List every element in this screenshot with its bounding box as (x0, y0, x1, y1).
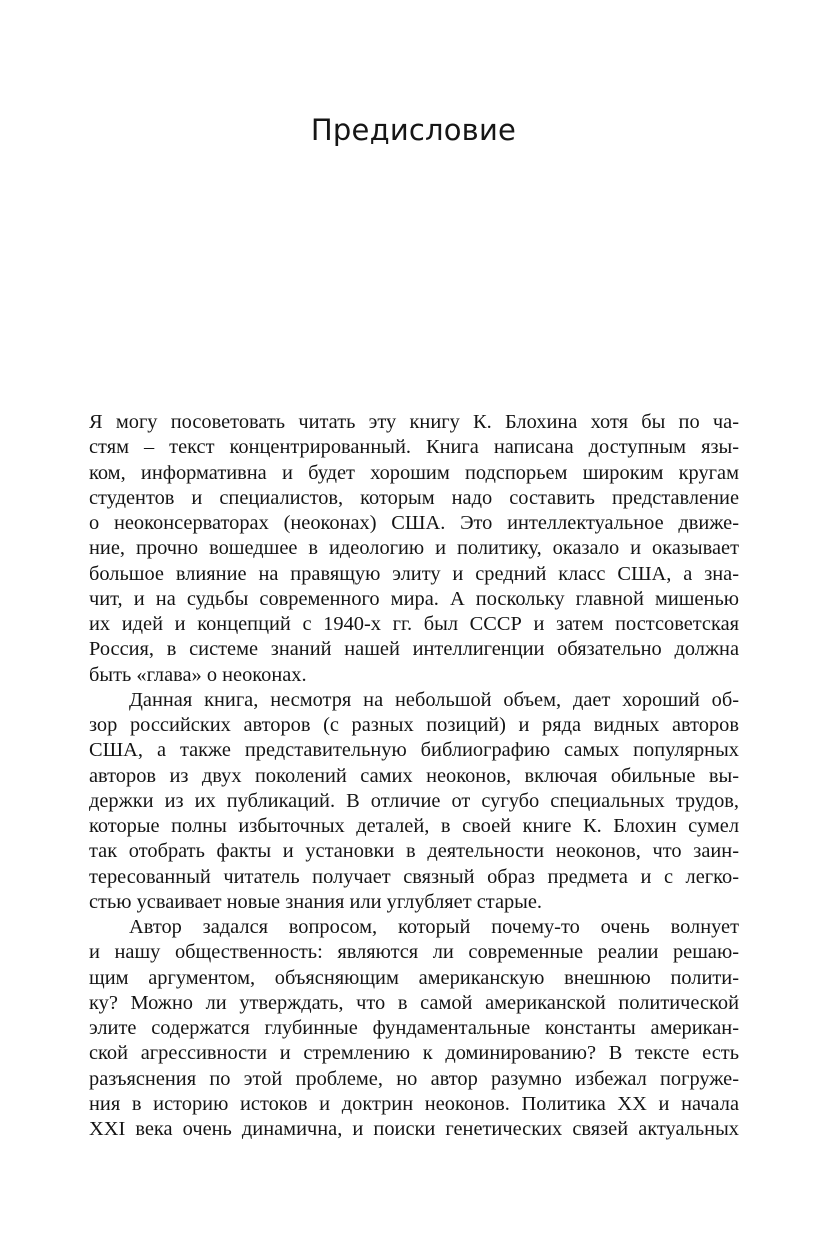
text-line: ской агрессивности и стремлению к доминированию? В тексте есть (89, 1042, 739, 1065)
text-line: и нашу общественность: являются ли современные реалии решаю- (89, 941, 739, 964)
text-line: так отобрать факты и установки в деятельности неоконов, что заин- (89, 840, 739, 863)
text-line: тересованный читатель получает связный образ предмета и с легко- (89, 865, 739, 888)
text-line: о неоконсерваторах (неоконах) США. Это интеллектуальное движе- (89, 512, 739, 534)
text-line: быть «глава» о неоконах. (89, 663, 307, 686)
text-line: держки из их публикаций. В отличие от сугубо специальных трудов, (89, 789, 739, 812)
text-line: Данная книга, несмотря на небольшой объем, дает хороший об- (129, 688, 739, 711)
text-line: щим аргументом, объясняющим американскую внешнюю полити- (89, 966, 739, 989)
text-line: стью усваивает новые знания или углубляет старые. (89, 890, 543, 913)
preface-body (89, 410, 739, 1142)
page-title: Предисловие (310, 113, 517, 147)
text-line: XXI века очень динамична, и поиски генетических связей актуальных (89, 1118, 739, 1140)
text-line: ния в историю истоков и доктрин неоконов. Политика XX и начала (89, 1092, 739, 1115)
text-line: зор российских авторов (с разных позиций) и ряда видных авторов (89, 714, 739, 736)
text-line: Я могу посоветовать читать эту книгу К. Блохина хотя бы по ча- (89, 411, 739, 433)
text-line: стям – текст концентрированный. Книга написана доступным язы- (89, 436, 739, 459)
text-line: Россия, в системе знаний нашей интеллигенции обязательно должна (89, 638, 739, 661)
text-line: чит, и на судьбы современного мира. А поскольку главной мишенью (89, 587, 739, 610)
text-line: студентов и специалистов, которым надо составить представление (89, 486, 739, 509)
text-line: США, а также представительную библиографию самых популярных (89, 739, 739, 762)
text-line: ку? Можно ли утверждать, что в самой американской политической (89, 991, 739, 1014)
text-line: большое влияние на правящую элиту и средний класс США, а зна- (89, 562, 739, 585)
text-line: ние, прочно вошедшее в идеологию и политику, оказало и оказывает (89, 537, 739, 560)
text-line: авторов из двух поколений самих неоконов, включая обильные вы- (89, 764, 739, 787)
text-line: Автор задался вопросом, который почему-то очень волнует (129, 916, 739, 938)
text-line: которые полны избыточных деталей, в своей книге К. Блохин сумел (89, 815, 739, 837)
text-line: ком, информативна и будет хорошим подспорьем широким кругам (89, 461, 739, 484)
text-line: элите содержатся глубинные фундаментальные константы американ- (89, 1017, 739, 1039)
text-line: разъяснения по этой проблеме, но автор разумно избежал погруже- (89, 1067, 739, 1090)
text-line: их идей и концепций с 1940-х гг. был СССР и затем постсоветская (89, 613, 739, 635)
